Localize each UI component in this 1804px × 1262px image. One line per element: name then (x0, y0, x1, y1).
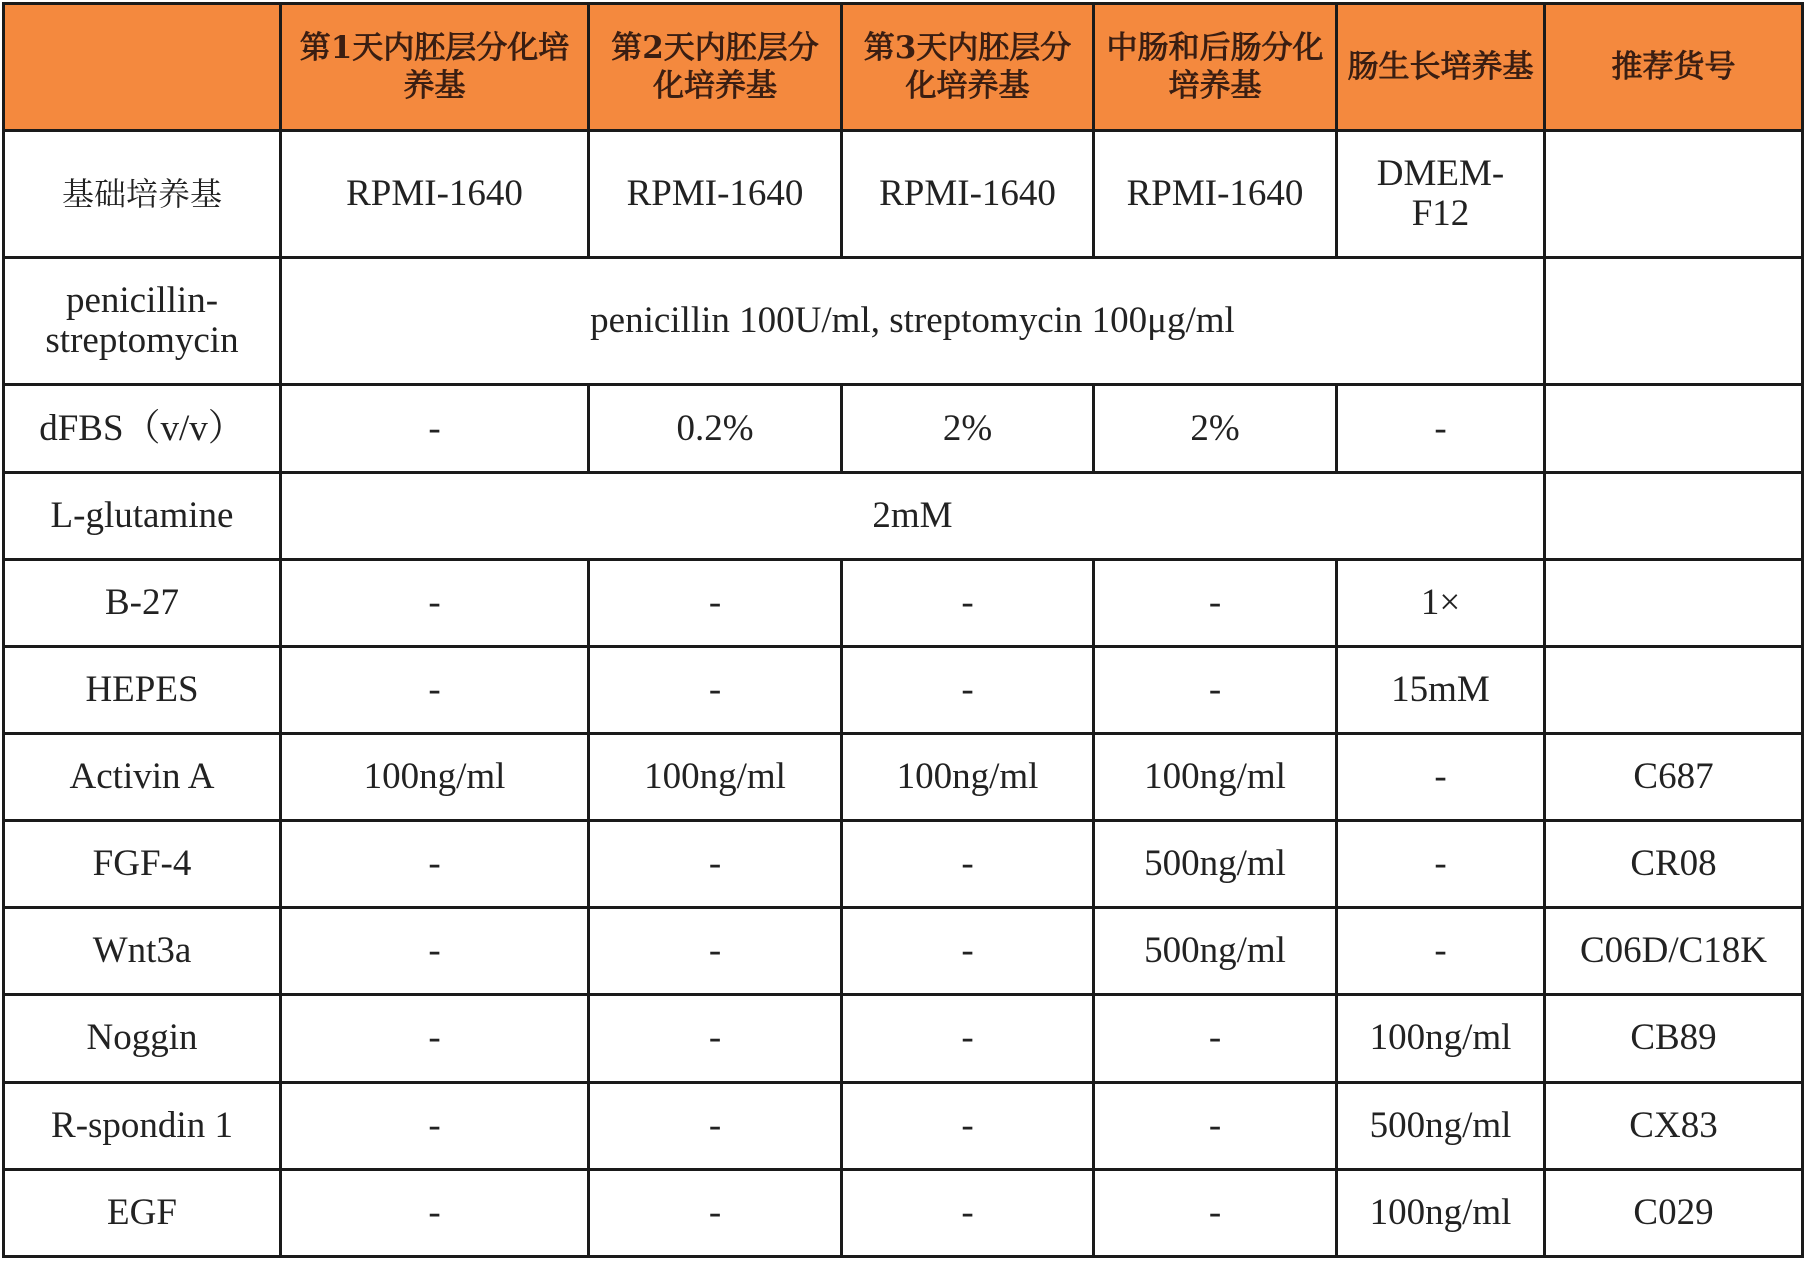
table-cell: - (281, 559, 589, 646)
header-cell-day3-endoderm-medium: 第3天内胚层分化培养基 (842, 4, 1094, 131)
header-cell-midgut-hindgut-medium: 中肠和后肠分化培养基 (1094, 4, 1337, 131)
table-cell: - (1337, 821, 1545, 908)
table-cell: - (589, 908, 842, 995)
table-cell: 2% (842, 385, 1094, 472)
table-cell: 100ng/ml (281, 734, 589, 821)
row-label: Wnt3a (4, 908, 281, 995)
table-cell: - (1094, 1169, 1337, 1256)
header-cell-corner (4, 4, 281, 131)
table-cell: - (281, 908, 589, 995)
table-cell: - (589, 1082, 842, 1169)
catalog-cell: C06D/C18K (1545, 908, 1803, 995)
table-cell: - (1094, 646, 1337, 733)
table-cell: 100ng/ml (1337, 995, 1545, 1082)
row-label: dFBS（v/v） (4, 385, 281, 472)
catalog-cell (1545, 472, 1803, 559)
merged-cell: 2mM (281, 472, 1545, 559)
table-cell: 500ng/ml (1094, 908, 1337, 995)
table-cell: 100ng/ml (1337, 1169, 1545, 1256)
table-row (4, 995, 1803, 1082)
table-cell: RPMI-1640 (281, 131, 589, 258)
table-row (4, 1169, 1803, 1256)
table-cell: - (842, 646, 1094, 733)
catalog-cell: CB89 (1545, 995, 1803, 1082)
merged-cell: penicillin 100U/ml, streptomycin 100μg/ml (281, 258, 1545, 385)
table-cell: RPMI-1640 (842, 131, 1094, 258)
header-cell-intestinal-growth-medium: 肠生长培养基 (1337, 4, 1545, 131)
table-cell: - (589, 1169, 842, 1256)
table-cell: - (1094, 1082, 1337, 1169)
catalog-cell: CR08 (1545, 821, 1803, 908)
table-cell: - (281, 1082, 589, 1169)
table-cell: - (842, 1082, 1094, 1169)
medium-composition-table-wrapper (2, 2, 1801, 1258)
catalog-cell: CX83 (1545, 1082, 1803, 1169)
table-cell: - (589, 559, 842, 646)
row-label: EGF (4, 1169, 281, 1256)
table-row (4, 821, 1803, 908)
table-cell: DMEM-F12 (1337, 131, 1545, 258)
table-row (4, 385, 1803, 472)
table-cell: RPMI-1640 (1094, 131, 1337, 258)
row-label: Noggin (4, 995, 281, 1082)
table-row (4, 559, 1803, 646)
row-label: Activin A (4, 734, 281, 821)
catalog-cell: C029 (1545, 1169, 1803, 1256)
table-cell: 500ng/ml (1337, 1082, 1545, 1169)
table-cell: 15mM (1337, 646, 1545, 733)
table-header-row (4, 4, 1803, 131)
table-row (4, 258, 1803, 385)
row-label: B-27 (4, 559, 281, 646)
table-cell: 2% (1094, 385, 1337, 472)
catalog-cell (1545, 131, 1803, 258)
table-row (4, 646, 1803, 733)
table-cell: - (589, 995, 842, 1082)
header-cell-day2-endoderm-medium: 第2天内胚层分化培养基 (589, 4, 842, 131)
table-cell: - (281, 1169, 589, 1256)
table-cell: - (589, 646, 842, 733)
table-cell: RPMI-1640 (589, 131, 842, 258)
row-label: FGF-4 (4, 821, 281, 908)
table-cell: - (589, 821, 842, 908)
table-cell: - (1337, 734, 1545, 821)
catalog-cell (1545, 385, 1803, 472)
table-cell: 100ng/ml (842, 734, 1094, 821)
table-cell: 500ng/ml (1094, 821, 1337, 908)
table-row (4, 131, 1803, 258)
table-row (4, 1082, 1803, 1169)
table-cell: - (842, 821, 1094, 908)
catalog-cell (1545, 646, 1803, 733)
table-cell: - (842, 908, 1094, 995)
row-label: L-glutamine (4, 472, 281, 559)
table-cell: - (1094, 559, 1337, 646)
table-cell: 1× (1337, 559, 1545, 646)
row-label: R-spondin 1 (4, 1082, 281, 1169)
catalog-cell (1545, 559, 1803, 646)
table-cell: - (281, 646, 589, 733)
row-label: 基础培养基 (4, 131, 281, 258)
table-row (4, 908, 1803, 995)
table-cell: - (281, 821, 589, 908)
row-label: HEPES (4, 646, 281, 733)
table-cell: - (842, 995, 1094, 1082)
catalog-cell (1545, 258, 1803, 385)
table-row (4, 734, 1803, 821)
row-label: penicillin-streptomycin (4, 258, 281, 385)
table-row (4, 472, 1803, 559)
header-cell-recommended-catalog: 推荐货号 (1545, 4, 1803, 131)
table-cell: 100ng/ml (1094, 734, 1337, 821)
table-cell: - (1094, 995, 1337, 1082)
table-cell: - (1337, 908, 1545, 995)
medium-composition-table (2, 2, 1804, 1258)
table-cell: - (281, 995, 589, 1082)
table-cell: - (281, 385, 589, 472)
table-cell: 100ng/ml (589, 734, 842, 821)
table-cell: - (842, 559, 1094, 646)
table-cell: 0.2% (589, 385, 842, 472)
table-cell: - (1337, 385, 1545, 472)
table-cell: - (842, 1169, 1094, 1256)
header-cell-day1-endoderm-medium: 第1天内胚层分化培养基 (281, 4, 589, 131)
catalog-cell: C687 (1545, 734, 1803, 821)
